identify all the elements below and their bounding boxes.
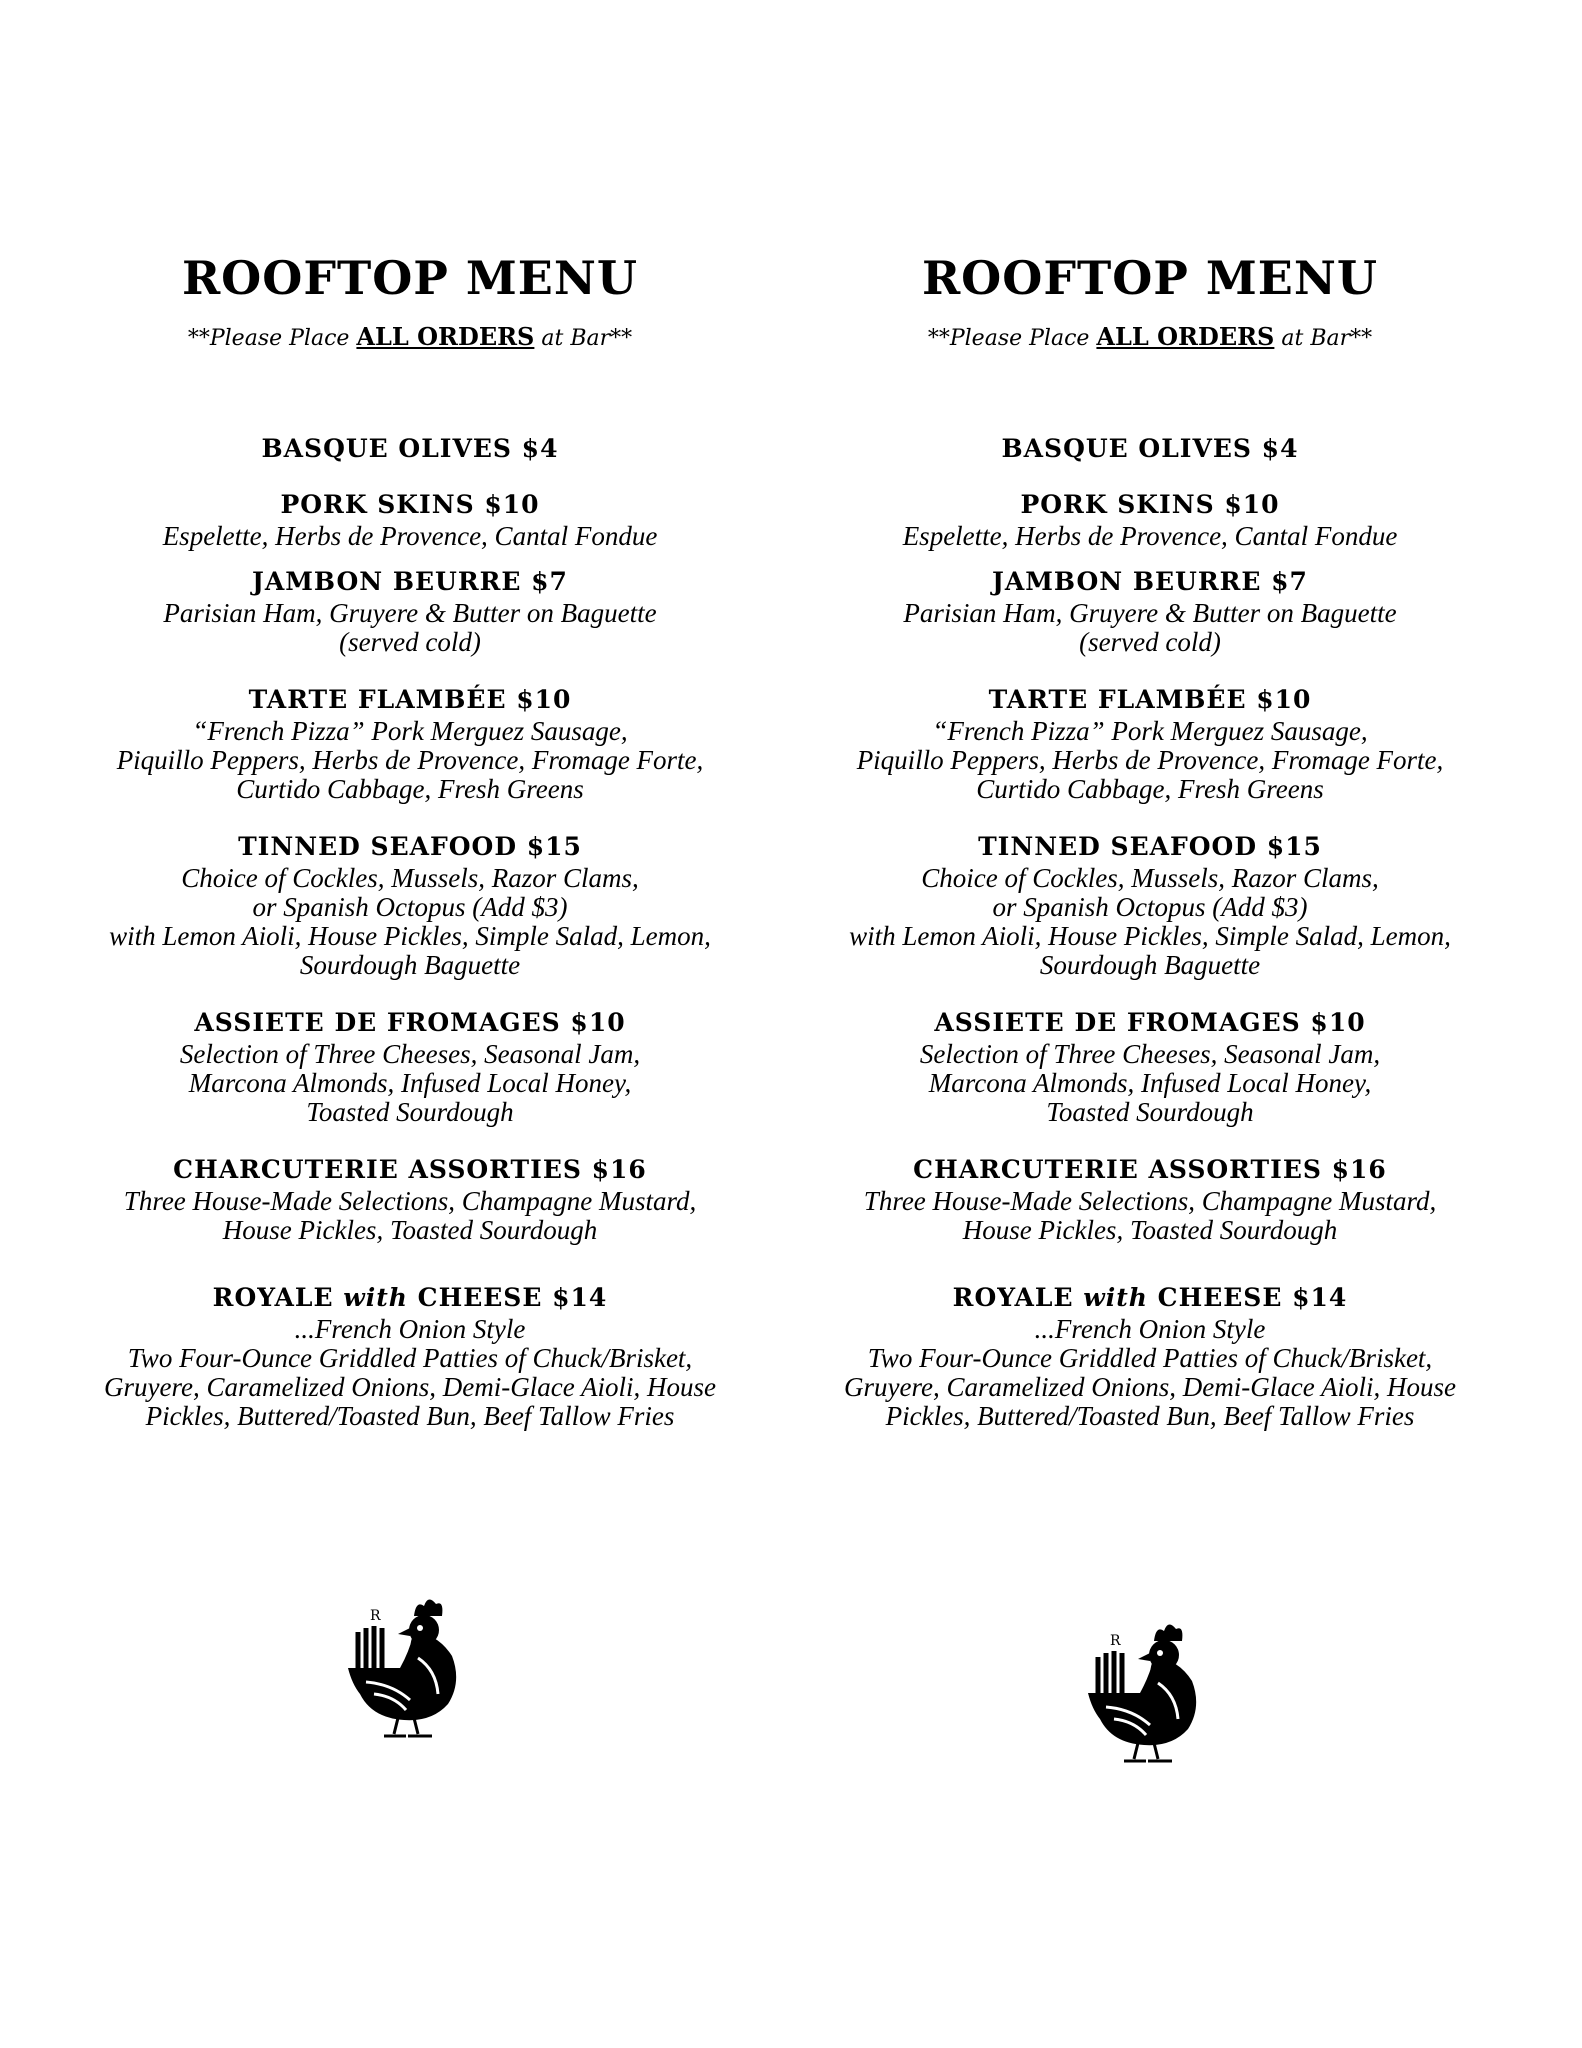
item-name: TARTE FLAMBÉE $10 (248, 685, 572, 714)
item-description: Parisian Ham, Gruyere & Butter on Baguette (served cold) (163, 598, 657, 657)
item-description: Selection of Three Cheeses, Seasonal Jam, Marcona Almonds, Infused Local Honey, Toasted Sourdough (919, 1039, 1381, 1127)
item-name (30, 1281, 790, 1315)
menu-item (770, 1006, 1530, 1127)
item-description: “French Pizza” Pork Merguez Sausage, Piquillo Peppers, Herbs de Provence, Fromage Forte, Curtido Cabbage, Fresh Greens (116, 716, 704, 804)
logo-mark: R (1110, 1633, 1121, 1649)
item-name: ASSIETE DE FROMAGES $10 (934, 1008, 1366, 1037)
item-name: TARTE FLAMBÉE $10 (988, 685, 1312, 714)
menu-item-royale (30, 1281, 790, 1431)
item-description: ...French Onion Style Two Four-Ounce Griddled Patties of Chuck/Brisket, Gruyere, Caramelized Onions, Demi-Glace Aioli, House Pickles, Buttered/Toasted Bun, Beef Tallow Fries (104, 1314, 716, 1431)
menu-item (770, 565, 1530, 657)
instruction-emphasis: ALL ORDERS (1096, 322, 1275, 351)
item-description: ...French Onion Style Two Four-Ounce Griddled Patties of Chuck/Brisket, Gruyere, Caramelized Onions, Demi-Glace Aioli, House Pickles, Buttered/Toasted Bun, Beef Tallow Fries (844, 1314, 1456, 1431)
menu-item (30, 565, 790, 657)
menu-item (30, 1006, 790, 1127)
menu-item (30, 683, 790, 804)
royale-name-pre: ROYALE (212, 1283, 344, 1312)
menu-title: ROOFTOP MENU (921, 251, 1379, 305)
item-name: PORK SKINS $10 (1020, 490, 1280, 519)
royale-name-with: with (343, 1283, 408, 1312)
menu-item (770, 1153, 1530, 1245)
instruction-suffix: at Bar** (534, 326, 633, 351)
menu-items (770, 432, 1530, 1431)
item-description: Espelette, Herbs de Provence, Cantal Fondue (902, 521, 1398, 551)
menu-item (30, 830, 790, 980)
menu-item (770, 830, 1530, 980)
item-description: Three House-Made Selections, Champagne Mustard, House Pickles, Toasted Sourdough (123, 1186, 697, 1245)
item-name: CHARCUTERIE ASSORTIES $16 (173, 1155, 647, 1184)
menu-copy-right (770, 0, 1530, 2048)
menu-title: ROOFTOP MENU (181, 251, 639, 305)
rooster-icon (1080, 1615, 1220, 1765)
item-name: JAMBON BEURRE $7 (992, 567, 1308, 596)
menu-items (30, 432, 790, 1431)
item-description: “French Pizza” Pork Merguez Sausage, Piquillo Peppers, Herbs de Provence, Fromage Forte, Curtido Cabbage, Fresh Greens (856, 716, 1444, 804)
item-description: Espelette, Herbs de Provence, Cantal Fondue (162, 521, 658, 551)
menu-item (770, 488, 1530, 551)
item-name: CHARCUTERIE ASSORTIES $16 (913, 1155, 1387, 1184)
item-description: Three House-Made Selections, Champagne Mustard, House Pickles, Toasted Sourdough (863, 1186, 1437, 1245)
menu-item (30, 432, 790, 466)
royale-name-with: with (1083, 1283, 1148, 1312)
item-name: ASSIETE DE FROMAGES $10 (194, 1008, 626, 1037)
royale-name-post: CHEESE $14 (1147, 1283, 1348, 1312)
item-name: BASQUE OLIVES $4 (261, 434, 559, 463)
menu-item (30, 488, 790, 551)
order-instruction (30, 320, 790, 356)
item-name: PORK SKINS $10 (280, 490, 540, 519)
menu-item (770, 683, 1530, 804)
royale-name-post: CHEESE $14 (407, 1283, 608, 1312)
item-description: Parisian Ham, Gruyere & Butter on Baguette (served cold) (903, 598, 1397, 657)
menu-item (30, 1153, 790, 1245)
royale-name-pre: ROYALE (952, 1283, 1084, 1312)
instruction-prefix: **Please Place (187, 326, 357, 351)
logo-mark: R (370, 1608, 381, 1624)
instruction-emphasis: ALL ORDERS (356, 322, 535, 351)
instruction-suffix: at Bar** (1274, 326, 1373, 351)
item-description: Choice of Cockles, Mussels, Razor Clams, or Spanish Octopus (Add $3) with Lemon Aioli, House Pickles, Simple Salad, Lemon, Sourdough Baguette (109, 863, 711, 980)
menu-item (770, 432, 1530, 466)
item-name: BASQUE OLIVES $4 (1001, 434, 1299, 463)
rooster-icon (340, 1590, 480, 1740)
instruction-prefix: **Please Place (927, 326, 1097, 351)
item-name: JAMBON BEURRE $7 (252, 567, 568, 596)
item-name (770, 1281, 1530, 1315)
menu-item-royale (770, 1281, 1530, 1431)
order-instruction (770, 320, 1530, 356)
item-name: TINNED SEAFOOD $15 (238, 832, 582, 861)
item-name: TINNED SEAFOOD $15 (978, 832, 1322, 861)
item-description: Choice of Cockles, Mussels, Razor Clams, or Spanish Octopus (Add $3) with Lemon Aioli, House Pickles, Simple Salad, Lemon, Sourdough Baguette (849, 863, 1451, 980)
item-description: Selection of Three Cheeses, Seasonal Jam, Marcona Almonds, Infused Local Honey, Toasted Sourdough (179, 1039, 641, 1127)
menu-copy-left (30, 0, 790, 2048)
